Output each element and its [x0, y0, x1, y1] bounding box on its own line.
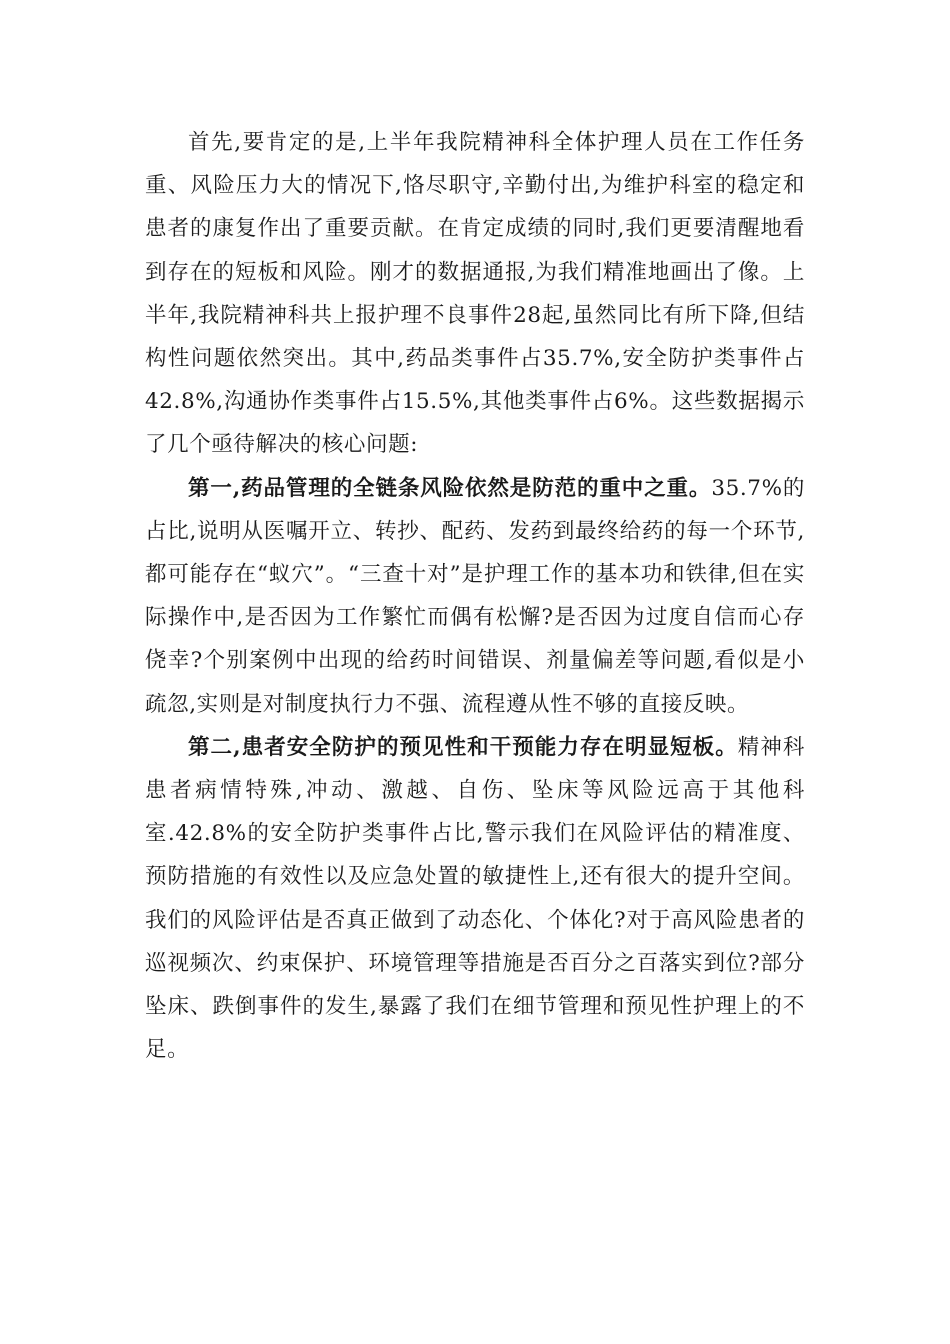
paragraph-intro — [145, 121, 805, 467]
paragraph-intro-text: 首先,要肯定的是,上半年我院精神科全体护理人员在工作任务重、风险压力大的情况下,恪尽职守,辛勤付出,为维护科室的稳定和患者的康复作出了重要贡献。在肯定成绩的同时,我们更要清醒地看到存在的短板和风险。刚才的数据通报,为我们精准地画出了像。上半年,我院精神科共上报护理不良事件28起,虽然同比有所下降,但结构性问题依然突出。其中,药品类事件占35.7%,安全防护类事件占42.8%,沟通协作类事件占15.5%,其他类事件占6%。这些数据揭示了几个亟待解决的核心问题: — [145, 130, 805, 458]
paragraph-point-two — [145, 726, 805, 1072]
paragraph-point-one — [145, 467, 805, 726]
paragraph-point-two-heading: 第二,患者安全防护的预见性和干预能力存在明显短板。 — [188, 734, 738, 760]
paragraph-point-two-text: 精神科患者病情特殊,冲动、激越、自伤、坠床等风险远高于其他科室.42.8%的安全防护类事件占比,警示我们在风险评估的精准度、预防措施的有效性以及应急处置的敏捷性上,还有很大的提升空间。我们的风险评估是否真正做到了动态化、个体化?对于高风险患者的巡视频次、约束保护、环境管理等措施是否百分之百落实到位?部分坠床、跌倒事件的发生,暴露了我们在细节管理和预见性护理上的不足。 — [145, 734, 805, 1063]
document-body — [145, 121, 805, 1071]
paragraph-point-one-text: 35.7%的占比,说明从医嘱开立、转抄、配药、发药到最终给药的每一个环节,都可能存在“蚁穴”。“三查十对”是护理工作的基本功和铁律,但在实际操作中,是否因为工作繁忙而偶有松懈?是否因为过度自信而心存侥幸?个别案例中出现的给药时间错误、剂量偏差等问题,看似是小疏忽,实则是对制度执行力不强、流程遵从性不够的直接反映。 — [145, 475, 806, 717]
paragraph-point-one-heading: 第一,药品管理的全链条风险依然是防范的重中之重。 — [188, 475, 712, 501]
